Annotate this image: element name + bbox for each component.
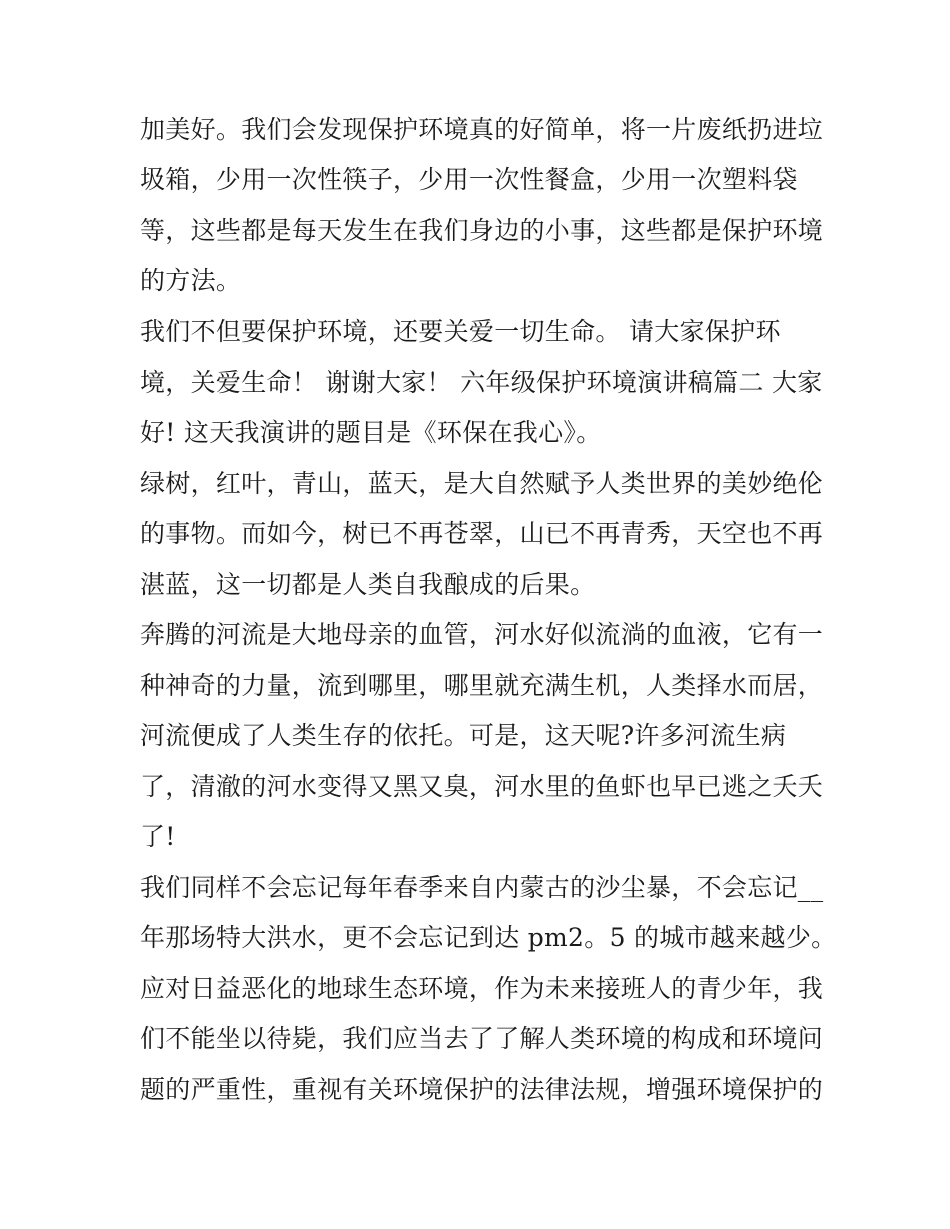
text-line: 的事物。而如今，树已不再苍翠，山已不再青秀，天空也不再 — [140, 519, 824, 548]
text-line: 好! 这天我演讲的题目是《环保在我心》。 — [140, 418, 602, 447]
text-line: 境，关爱生命！ 谢谢大家！ 六年级保护环境演讲稿篇二 大家 — [140, 368, 823, 397]
text-line: 加美好。我们会发现保护环境真的好简单，将一片废纸扔进垃 — [140, 115, 824, 144]
text-line: 了，清澈的河水变得又黑又臭，河水里的鱼虾也早已逃之夭夭 — [140, 772, 824, 801]
text-line: 的方法。 — [140, 266, 242, 295]
text-line: 等，这些都是每天发生在我们身边的小事，这些都是保护环境 — [140, 216, 824, 245]
text-line: 种神奇的力量，流到哪里，哪里就充满生机，人类择水而居， — [140, 671, 824, 700]
text-line: 我们同样不会忘记每年春季来自内蒙古的沙尘暴，不会忘记__ — [140, 873, 824, 902]
text-line: 圾箱，少用一次性筷子，少用一次性餐盒，少用一次塑料袋 — [140, 165, 798, 194]
text-line: 年那场特大洪水，更不会忘记到达 pm2。5 的城市越来越少。 — [140, 923, 837, 952]
text-line: 湛蓝，这一切都是人类自我酿成的后果。 — [140, 570, 596, 599]
text-line: 了! — [140, 822, 176, 851]
text-line: 们不能坐以待毙，我们应当去了了解人类环境的构成和环境问 — [140, 1024, 824, 1053]
text-line: 题的严重性，重视有关环境保护的法律法规，增强环境保护的 — [140, 1075, 824, 1104]
text-line: 奔腾的河流是大地母亲的血管，河水好似流淌的血液，它有一 — [140, 620, 824, 649]
text-line: 河流便成了人类生存的依托。可是，这天呢?许多河流生病 — [140, 721, 787, 750]
text-line: 我们不但要保护环境，还要关爱一切生命。 请大家保护环 — [140, 317, 781, 346]
text-line: 绿树，红叶，青山，蓝天，是大自然赋予人类世界的美妙绝伦 — [140, 469, 824, 498]
text-line: 应对日益恶化的地球生态环境，作为未来接班人的青少年，我 — [140, 974, 824, 1003]
